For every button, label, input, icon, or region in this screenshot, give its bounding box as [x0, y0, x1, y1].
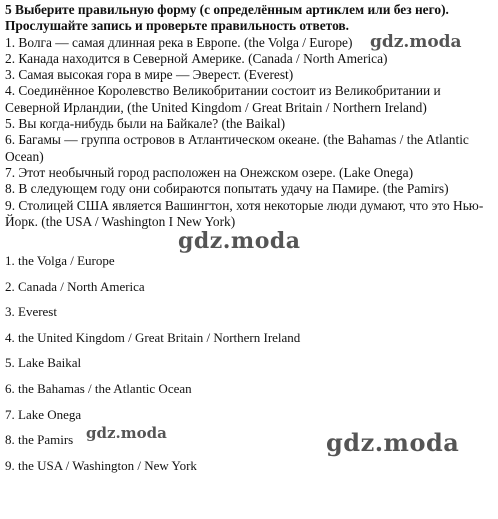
task-item-8: 8. В следующем году они собираются попытать удачу на Памире. (the Pamirs) — [5, 181, 449, 197]
task-item-5: 5. Вы когда-нибудь были на Байкале? (the Baikal) — [5, 116, 286, 132]
answer-5: 5. Lake Baikal — [5, 355, 82, 371]
answer-2: 2. Canada / North America — [5, 278, 145, 294]
answer-3: 3. Everest — [5, 304, 57, 320]
watermark: gdz.moda — [370, 32, 462, 52]
answer-4: 4. the United Kingdom / Great Britain / Northern Ireland — [5, 329, 301, 345]
task-heading: 5 Выберите правильную форму (с определённым артиклем или без него). Прослушайте запись и проверьте правильность ответов. — [5, 2, 449, 34]
task-item-4: 4. Соединённое Королевство Великобритании состоит из Великобритании и Северной Ирландии, (the United Kingdom / Great Britain / Northern Ireland) — [5, 83, 441, 115]
task-item-3: 3. Самая высокая гора в мире — Эверест. (Everest) — [5, 67, 294, 83]
answer-7: 7. Lake Onega — [5, 406, 82, 422]
task-item-2: 2. Канада находится в Северной Америке. (Canada / North America) — [5, 50, 388, 66]
task-item-7: 7. Этот необычный город расположен на Онежском озере. (Lake Onega) — [5, 164, 414, 180]
answer-1: 1. the Volga / Europe — [5, 253, 115, 268]
answer-6: 6. the Bahamas / the Atlantic Ocean — [5, 380, 192, 396]
answer-9: 9. the USA / Washington / New York — [5, 457, 197, 473]
task-item-1: 1. Волга — самая длинная река в Европе. (the Volga / Europe) — [5, 34, 353, 50]
watermark: gdz.moda — [86, 424, 167, 442]
watermark: gdz.moda — [178, 228, 301, 254]
task-item-9: 9. Столицей США является Вашингтон, хотя некоторые люди думают, что это Нью-Йорк. (the USA / Washington I New York) — [5, 197, 484, 229]
task-item-6: 6. Багамы — группа островов в Атлантическом океане. (the Bahamas / the Atlantic Ocean) — [5, 132, 469, 164]
answer-8: 8. the Pamirs — [5, 432, 74, 448]
watermark: gdz.moda — [326, 428, 460, 457]
